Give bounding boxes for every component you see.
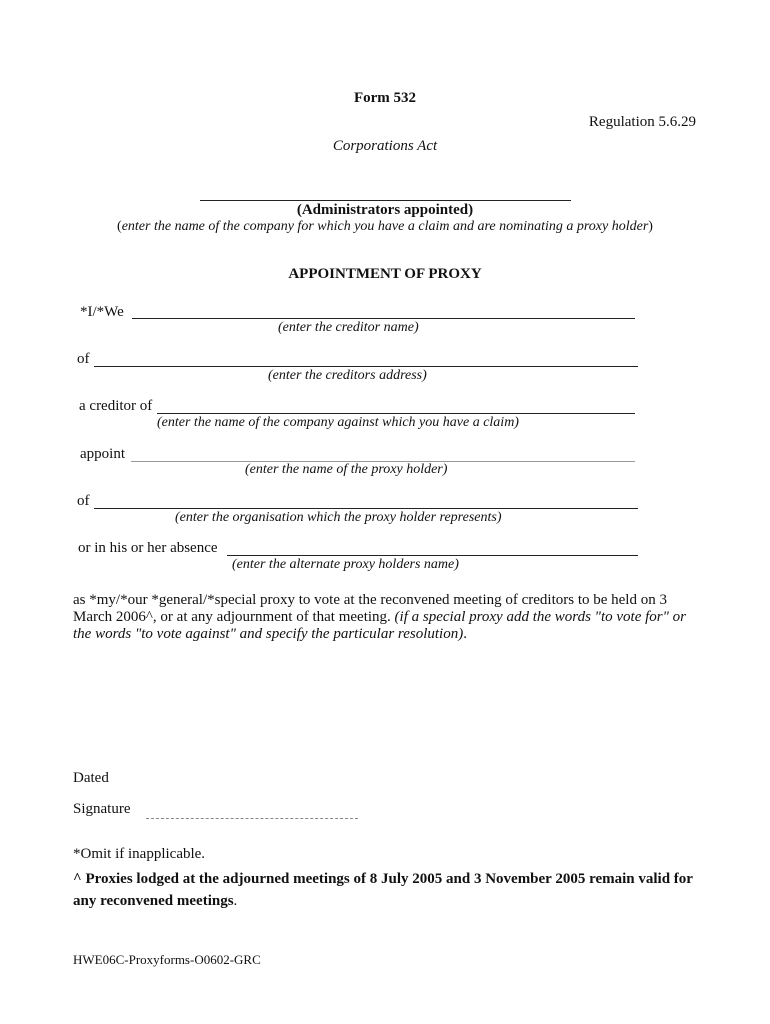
proxy-statement-text: as *my/*our *general/*special proxy to vote at the reconvened meeting of creditors to be held on 3 March 2006^, or at any adjournment of that meeting. bbox=[73, 592, 667, 625]
company-claim-hint: (enter the name of the company against which you have a claim) bbox=[157, 415, 519, 430]
proxies-note bbox=[73, 868, 708, 912]
act-title: Corporations Act bbox=[332, 138, 438, 154]
field-label-alternate: or in his or her absence bbox=[78, 540, 218, 556]
field-label-company: a creditor of bbox=[79, 398, 153, 414]
creditor-name-hint: (enter the creditor name) bbox=[278, 320, 419, 335]
field-label-creditor: *I/*We bbox=[80, 304, 124, 320]
proxies-note-end: . bbox=[233, 893, 238, 909]
footer-reference: HWE06C-Proxyforms-O0602-GRC bbox=[73, 952, 261, 967]
dated-label: Dated bbox=[73, 770, 109, 786]
proxies-note-text: ^ Proxies lodged at the adjourned meetings of 8 July 2005 and 3 November 2005 remain valid for any reconvened meetings bbox=[73, 871, 693, 909]
proxy-statement bbox=[73, 592, 703, 643]
creditor-address-hint: (enter the creditors address) bbox=[268, 368, 427, 383]
regulation-reference: Regulation 5.6.29 bbox=[588, 114, 696, 130]
field-label-address: of bbox=[77, 351, 90, 367]
company-hint-open: ( bbox=[117, 219, 122, 234]
company-hint-close: ) bbox=[648, 219, 653, 234]
company-heading: (Administrators appointed) bbox=[296, 202, 474, 218]
organisation-hint: (enter the organisation which the proxy holder represents) bbox=[175, 510, 502, 525]
alternate-proxy-hint: (enter the alternate proxy holders name) bbox=[232, 557, 459, 572]
creditor-name-line[interactable] bbox=[132, 318, 635, 319]
omit-note: *Omit if inapplicable. bbox=[73, 846, 206, 862]
creditor-address-line[interactable] bbox=[94, 366, 638, 367]
page-title: APPOINTMENT OF PROXY bbox=[288, 266, 482, 282]
field-label-proxy: appoint bbox=[80, 446, 125, 462]
proxy-statement-note: (if a special proxy add the words "to vote for" or the words "to vote against" and specify the particular resolution) bbox=[73, 609, 686, 642]
alternate-proxy-line[interactable] bbox=[227, 555, 638, 556]
company-hint-text: enter the name of the company for which you have a claim and are nominating a proxy holder bbox=[121, 219, 649, 234]
signature-label: Signature bbox=[73, 801, 131, 817]
form-number: Form 532 bbox=[353, 90, 417, 106]
company-hint bbox=[0, 219, 770, 235]
signature-line[interactable] bbox=[146, 818, 358, 819]
company-claim-line[interactable] bbox=[157, 413, 635, 414]
field-label-organisation: of bbox=[77, 493, 90, 509]
proxy-holder-hint: (enter the name of the proxy holder) bbox=[245, 462, 448, 477]
organisation-line[interactable] bbox=[94, 508, 638, 509]
proxy-statement-end: . bbox=[463, 626, 467, 642]
company-name-line[interactable] bbox=[200, 200, 571, 201]
